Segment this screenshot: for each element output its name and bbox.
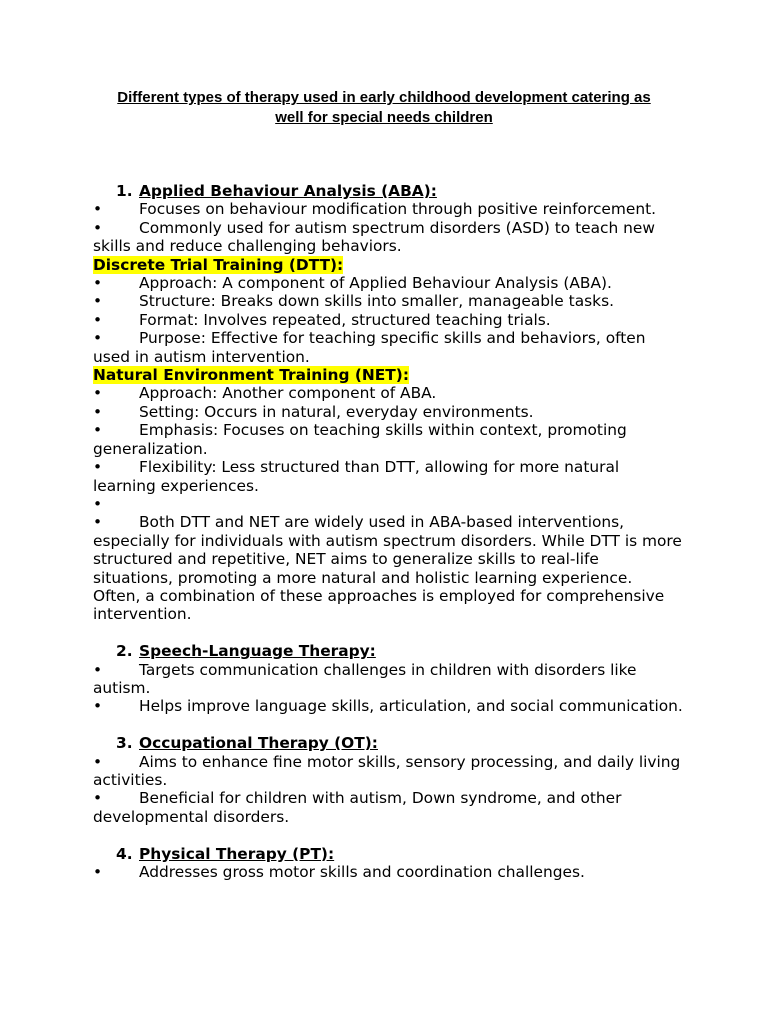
section-number: 1.: [116, 182, 133, 200]
bullet-icon: •: [93, 329, 103, 348]
list-item-text: Setting: Occurs in natural, everyday environments.: [139, 402, 534, 421]
list-item: [93, 274, 683, 292]
list-item: [93, 403, 683, 421]
section-heading-text: Applied Behaviour Analysis (ABA):: [139, 182, 437, 200]
bullet-icon: •: [93, 789, 103, 808]
document-body: [93, 182, 683, 881]
list-item-text: Aims to enhance fine motor skills, sensory processing, and daily living activities.: [93, 752, 681, 789]
section-number: 4.: [116, 844, 133, 863]
bullet-icon: •: [93, 384, 103, 403]
document-title: [60, 88, 708, 128]
list-item: [93, 863, 683, 881]
list-item-text: Flexibility: Less structured than DTT, allowing for more natural learning experiences.: [93, 458, 620, 495]
list-item-text: Both DTT and NET are widely used in ABA-based interventions, especially for individuals with autism spectrum disorders. While DTT is more structured and repetitive, NET aims to generalize skills to real-life situations, promoting a more natural and holistic learning experience. Often, a combination of these approaches is employed for comprehensive intervention.: [93, 513, 682, 624]
bullet-icon: •: [93, 218, 103, 237]
section-heading-speech: [93, 642, 683, 660]
spacer: [93, 826, 683, 844]
list-item-text: Approach: Another component of ABA.: [139, 384, 437, 403]
list-item: [93, 421, 683, 458]
section-heading-aba: [93, 182, 683, 200]
list-item: [93, 384, 683, 402]
section-heading-physical: [93, 845, 683, 863]
list-item-text: Structure: Breaks down skills into smaller, manageable tasks.: [139, 292, 614, 311]
highlighted-heading-text: Discrete Trial Training (DTT):: [93, 255, 344, 274]
list-item-text: Beneficial for children with autism, Down syndrome, and other developmental disorders.: [93, 789, 622, 826]
bullet-icon: •: [93, 421, 103, 440]
section-number: 2.: [116, 642, 133, 661]
list-item: [93, 661, 683, 698]
list-item-text: Purpose: Effective for teaching specific skills and behaviors, often used in autism intervention.: [93, 329, 646, 366]
list-item: [93, 697, 683, 715]
section-heading-text: Speech-Language Therapy:: [139, 642, 376, 661]
bullet-icon: •: [93, 752, 103, 771]
bullet-icon: •: [93, 494, 103, 513]
bullet-icon: •: [93, 697, 103, 716]
list-item-text: Format: Involves repeated, structured teaching trials.: [139, 310, 551, 329]
subsection-heading-net: [93, 366, 683, 384]
bullet-icon: •: [93, 458, 103, 477]
bullet-icon: •: [93, 862, 103, 881]
list-item-empty: [93, 495, 683, 513]
bullet-icon: •: [93, 660, 103, 679]
list-item: [93, 513, 683, 623]
bullet-icon: •: [93, 200, 103, 219]
spacer: [93, 716, 683, 734]
title-line: Different types of therapy used in early childhood development catering as: [117, 89, 651, 106]
list-item: [93, 458, 683, 495]
list-item: [93, 311, 683, 329]
list-item: [93, 753, 683, 790]
bullet-icon: •: [93, 402, 103, 421]
list-item-text: Focuses on behaviour modification through positive reinforcement.: [139, 200, 657, 219]
list-item: [93, 329, 683, 366]
highlighted-heading-text: Natural Environment Training (NET):: [93, 366, 409, 385]
spacer: [93, 624, 683, 642]
list-item: [93, 200, 683, 218]
bullet-icon: •: [93, 274, 103, 293]
list-item-text: Addresses gross motor skills and coordination challenges.: [139, 862, 585, 881]
section-heading-text: Occupational Therapy (OT):: [139, 734, 378, 753]
list-item: [93, 292, 683, 310]
section-number: 3.: [116, 734, 133, 753]
subsection-heading-dtt: [93, 256, 683, 274]
list-item: [93, 219, 683, 256]
list-item-text: Approach: A component of Applied Behaviour Analysis (ABA).: [139, 274, 612, 293]
bullet-icon: •: [93, 310, 103, 329]
list-item: [93, 789, 683, 826]
bullet-icon: •: [93, 292, 103, 311]
list-item-text: Targets communication challenges in children with disorders like autism.: [93, 660, 637, 697]
section-heading-occupational: [93, 734, 683, 752]
section-heading-text: Physical Therapy (PT):: [139, 844, 335, 863]
title-line: well for special needs children: [275, 109, 493, 126]
list-item-text: Commonly used for autism spectrum disorders (ASD) to teach new skills and reduce challenging behaviors.: [93, 218, 655, 256]
list-item-text: Helps improve language skills, articulation, and social communication.: [139, 697, 683, 716]
list-item-text: Emphasis: Focuses on teaching skills within context, promoting generalization.: [93, 421, 627, 458]
bullet-icon: •: [93, 513, 103, 532]
